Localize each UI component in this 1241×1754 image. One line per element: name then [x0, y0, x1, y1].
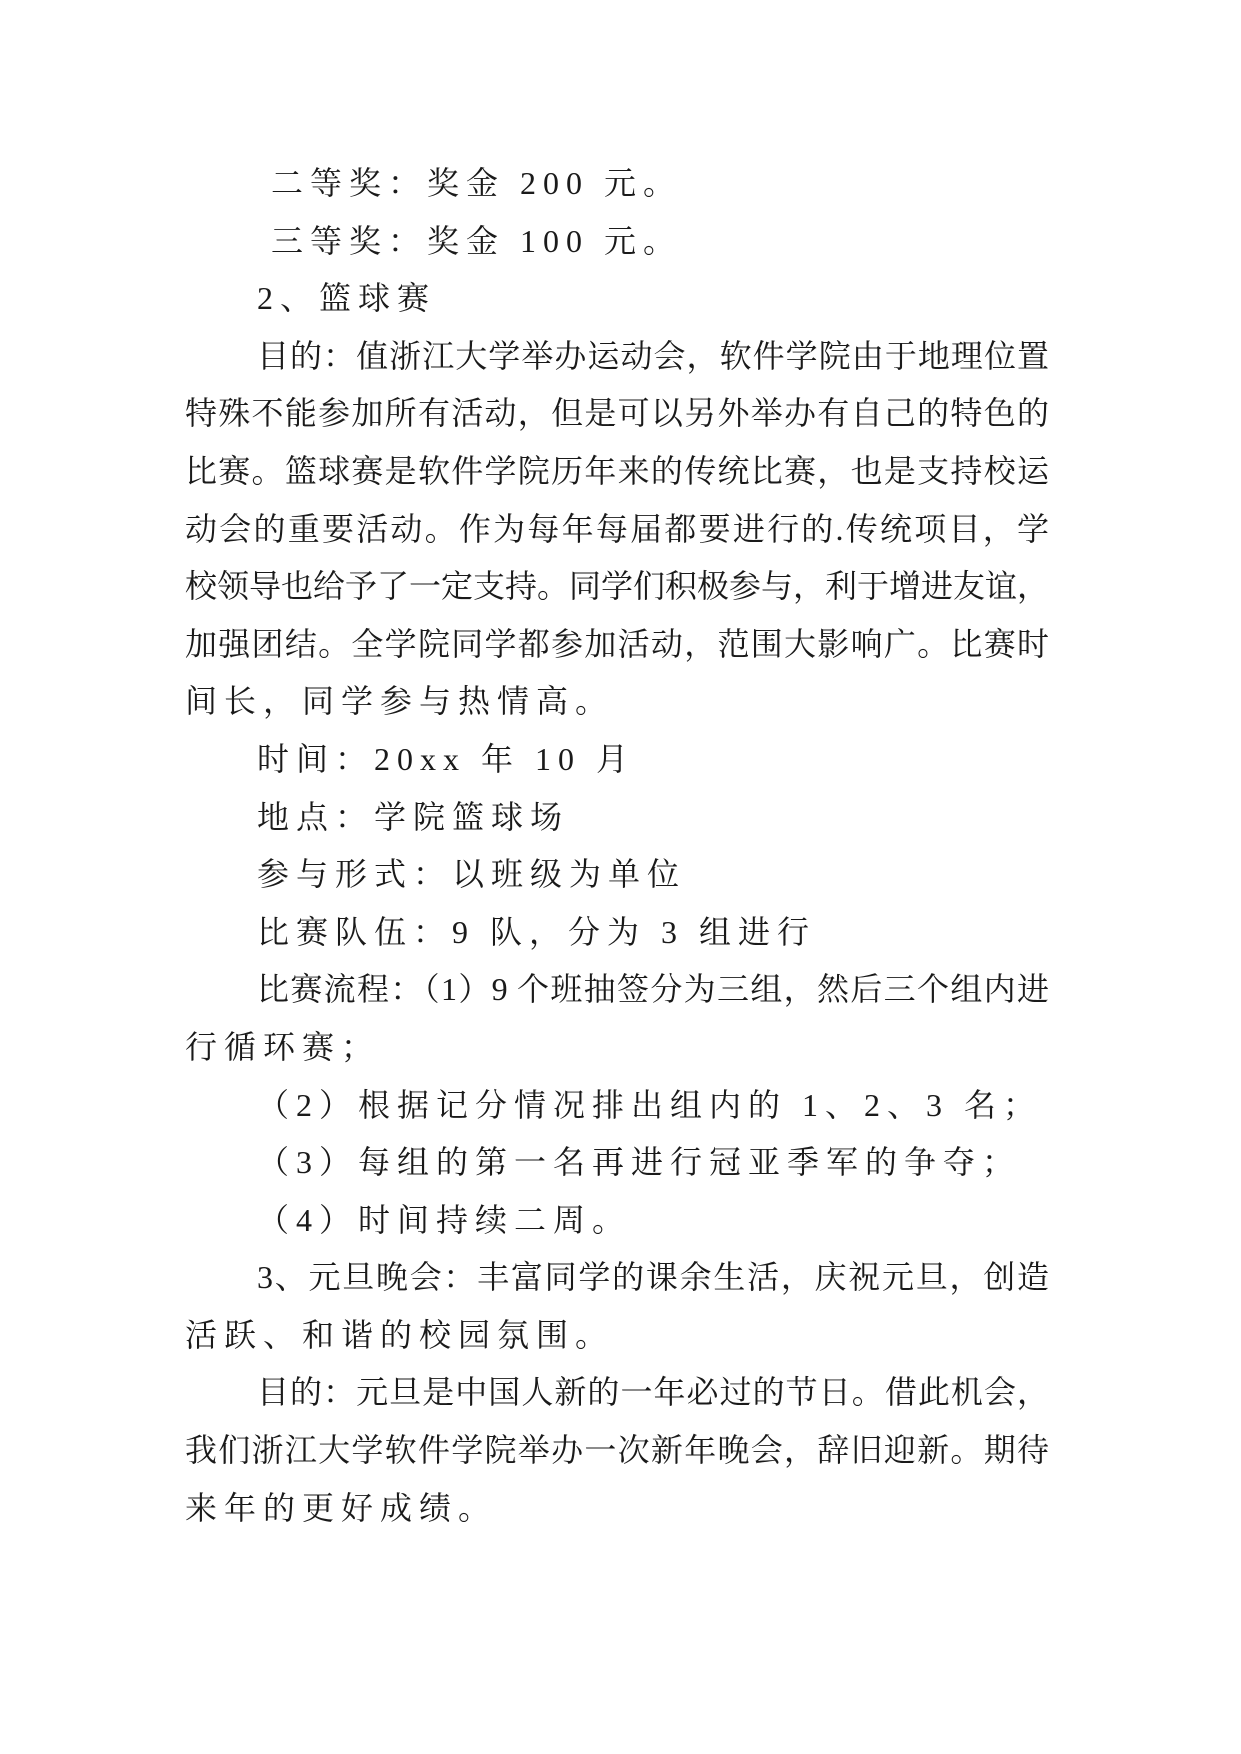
text-line: （2）根据记分情况排出组内的 1、2、3 名； [257, 1086, 1043, 1123]
text-line: 2、篮球赛 [257, 280, 437, 317]
text-line: 比赛队伍：9 队，分为 3 组进行 [257, 913, 817, 950]
text-line: 二等奖：奖金 200 元。 [271, 165, 683, 201]
text-line: 动会的重要活动。作为每年每届都要进行的.传统项目，学 [185, 510, 1049, 547]
text-line: 地点：学院篮球场 [257, 798, 570, 835]
text-line: 间长，同学参与热情高。 [185, 683, 615, 720]
text-line: 参与形式：以班级为单位 [257, 856, 687, 893]
text-line: 目的：值浙江大学举办运动会，软件学院由于地理位置 [257, 337, 1049, 374]
text-line: 三等奖：奖金 100 元。 [271, 222, 683, 259]
text-line: （4）时间持续二周。 [257, 1201, 632, 1238]
text-line: 比赛。篮球赛是软件学院历年来的传统比赛，也是支持校运 [185, 452, 1049, 489]
text-line: 校领导也给予了一定支持。同学们积极参与，利于增进友谊， [185, 568, 1050, 605]
text-line: 活跃、和谐的校园氛围。 [185, 1316, 615, 1353]
document-body [185, 155, 1049, 1537]
text-line: 行循环赛； [185, 1028, 381, 1065]
text-line: 目的：元旦是中国人新的一年必过的节日。借此机会， [257, 1374, 1049, 1411]
text-line: （3）每组的第一名再进行冠亚季军的争夺； [257, 1144, 1022, 1181]
text-line: 3、元旦晚会：丰富同学的课余生活，庆祝元旦，创造 [257, 1259, 1049, 1296]
text-line: 时间：20xx 年 10 月 [257, 740, 636, 777]
text-line: 加强团结。全学院同学都参加活动，范围大影响广。比赛时 [185, 625, 1049, 662]
text-line: 比赛流程：（1）9 个班抽签分为三组，然后三个组内进 [257, 971, 1049, 1008]
text-line: 来年的更好成绩。 [185, 1489, 498, 1526]
text-line: 我们浙江大学软件学院举办一次新年晚会，辞旧迎新。期待 [185, 1432, 1049, 1469]
text-line: 特殊不能参加所有活动，但是可以另外举办有自己的特色的 [185, 395, 1049, 432]
